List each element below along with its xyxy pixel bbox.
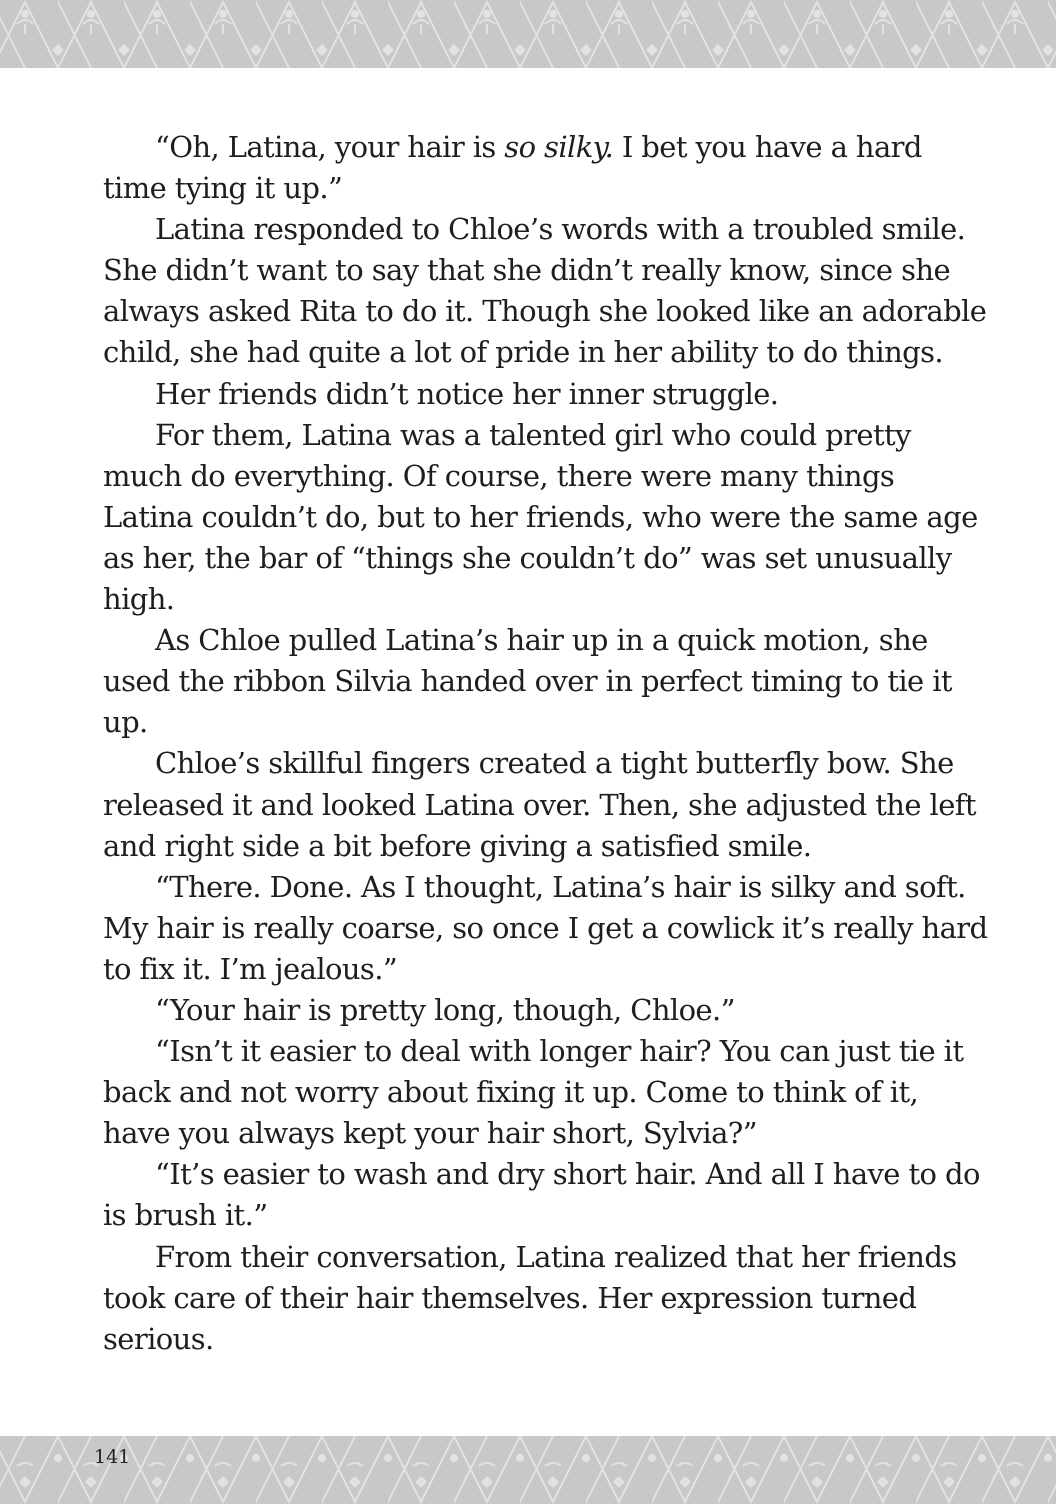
text-run: I bet you have a hard	[613, 130, 922, 164]
italic-emphasis: so silky.	[504, 130, 614, 164]
diamond-pattern-top	[0, 0, 1056, 68]
paragraph-line: used the ribbon Silvia handed over in perfect timing to tie it	[103, 664, 952, 699]
paragraph-line: took care of their hair themselves. Her expression turned	[103, 1280, 917, 1315]
paragraph-first-line: “Your hair is pretty long, though, Chloe.”	[155, 992, 735, 1027]
paragraph-line: have you always kept your hair short, Sylvia?”	[103, 1116, 757, 1151]
paragraph-line: My hair is really coarse, so once I get a cowlick it’s really hard	[103, 910, 988, 945]
paragraph-first-line: As Chloe pulled Latina’s hair up in a quick motion, she	[155, 623, 928, 658]
paragraph-line: always asked Rita to do it. Though she looked like an adorable	[103, 294, 987, 329]
paragraph-first-line: Her friends didn’t notice her inner struggle.	[155, 376, 779, 411]
paragraph-first-line	[103, 127, 933, 168]
paragraph-line: high.	[103, 582, 175, 617]
paragraph-line: She didn’t want to say that she didn’t really know, since she	[103, 253, 951, 288]
paragraph-line: time tying it up.”	[103, 171, 343, 206]
text-run: “Oh, Latina, your hair is	[155, 130, 505, 164]
paragraph-line: much do everything. Of course, there were many things	[103, 458, 895, 493]
paragraph-first-line: “There. Done. As I thought, Latina’s hair is silky and soft.	[155, 869, 966, 904]
top-decorative-border	[0, 0, 1056, 68]
bottom-decorative-border	[0, 1436, 1056, 1504]
paragraph-first-line: “Isn’t it easier to deal with longer hair? You can just tie it	[155, 1034, 964, 1069]
paragraph-first-line: For them, Latina was a talented girl who could pretty	[155, 417, 911, 452]
diamond-pattern-bottom	[0, 1436, 1056, 1504]
body-text	[103, 127, 988, 1360]
paragraph-first-line: “It’s easier to wash and dry short hair. And all I have to do	[155, 1157, 980, 1192]
paragraph-line: as her, the bar of “things she couldn’t do” was set unusually	[103, 540, 952, 575]
paragraph-line: serious.	[103, 1321, 214, 1356]
paragraph-line: Latina couldn’t do, but to her friends, who were the same age	[103, 499, 978, 534]
paragraph-line: and right side a bit before giving a satisfied smile.	[103, 828, 812, 863]
page-number: 141	[94, 1446, 131, 1468]
paragraph-line: is brush it.”	[103, 1198, 268, 1233]
paragraph-first-line: From their conversation, Latina realized that her friends	[155, 1239, 957, 1274]
paragraph-line: back and not worry about fixing it up. Come to think of it,	[103, 1075, 919, 1110]
paragraph-line: to fix it. I’m jealous.”	[103, 951, 398, 986]
paragraph-line: up.	[103, 705, 148, 740]
paragraph-first-line: Latina responded to Chloe’s words with a troubled smile.	[155, 212, 966, 247]
paragraph-line: child, she had quite a lot of pride in her ability to do things.	[103, 335, 944, 370]
paragraph-line: released it and looked Latina over. Then, she adjusted the left	[103, 787, 976, 822]
paragraph-first-line: Chloe’s skillful fingers created a tight butterfly bow. She	[155, 746, 954, 781]
